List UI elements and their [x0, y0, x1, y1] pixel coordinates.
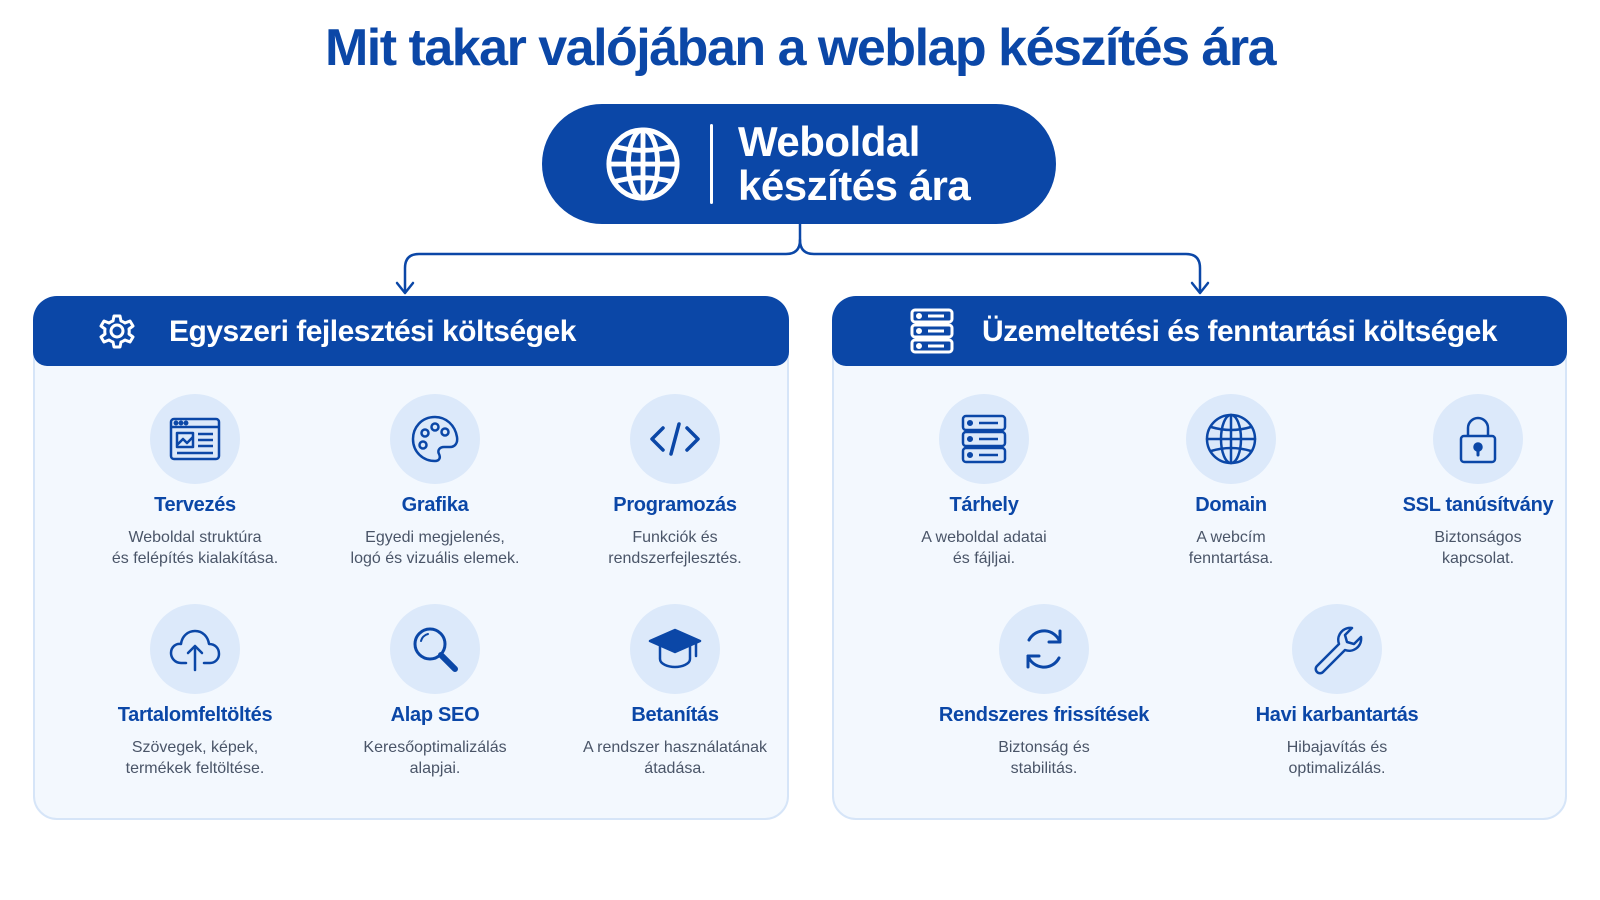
item-title: Havi karbantartás: [1255, 704, 1419, 726]
item-desc-line2: optimalizálás.: [1288, 760, 1386, 777]
item-tervezes: [85, 394, 305, 569]
icon-badge: [150, 604, 240, 694]
item-alap-seo: [325, 604, 545, 779]
item-title: Domain: [1195, 494, 1267, 516]
item-title: Rendszeres frissítések: [938, 704, 1150, 726]
item-desc-line1: Biztonságos: [1434, 529, 1522, 546]
item-description: [565, 527, 785, 569]
item-description: [1121, 527, 1341, 569]
item-description: [1207, 737, 1467, 779]
server-icon: [908, 307, 956, 355]
operating-costs-header: [832, 296, 1567, 366]
item-desc-line1: A rendszer használatának: [582, 739, 768, 756]
icon-badge: [939, 394, 1029, 484]
item-desc-line1: A weboldal adatai: [921, 529, 1047, 546]
item-desc-line1: Biztonság és: [998, 739, 1090, 756]
item-description: [325, 527, 545, 569]
page-title: Mit takar valójában a weblap készítés ára: [324, 19, 1276, 77]
item-desc-line2: és fájljai.: [952, 550, 1016, 567]
item-desc-line2: átadása.: [644, 760, 706, 777]
hero-title-line2: készítés ára: [738, 162, 971, 209]
server-icon: [955, 410, 1013, 468]
code-icon: [646, 410, 704, 468]
icon-badge: [999, 604, 1089, 694]
icon-badge: [630, 604, 720, 694]
layout-icon: [166, 410, 224, 468]
item-title: Tartalomfeltöltés: [117, 704, 273, 726]
one-time-costs-heading: Egyszeri fejlesztési költségek: [169, 315, 576, 348]
item-title: Programozás: [613, 494, 737, 516]
item-desc-line2: és felépítés kialakítása.: [111, 550, 279, 567]
item-desc-line1: A webcím: [1196, 529, 1266, 546]
icon-badge: [1186, 394, 1276, 484]
item-desc-line2: kapcsolat.: [1441, 550, 1515, 567]
item-desc-line1: Keresőoptimalizálás: [363, 739, 507, 756]
icon-badge: [390, 604, 480, 694]
globe-icon: [1202, 410, 1260, 468]
item-desc-line2: stabilitás.: [1010, 760, 1078, 777]
hero-divider: [710, 124, 713, 204]
item-havi-karbantartas: [1207, 604, 1467, 779]
item-description: [914, 737, 1174, 779]
magnifier-icon: [406, 620, 464, 678]
hero-pill: [542, 104, 1056, 224]
item-title: Tervezés: [154, 494, 236, 516]
icon-badge: [1433, 394, 1523, 484]
one-time-costs-header: [33, 296, 789, 366]
operating-costs-heading: Üzemeltetési és fenntartási költségek: [982, 315, 1498, 348]
hero-title-line1: Weboldal: [738, 118, 920, 165]
operating-costs-panel: [832, 296, 1567, 820]
icon-badge: [1292, 604, 1382, 694]
cloud-upload-icon: [166, 620, 224, 678]
item-tartalomfeltoltes: [85, 604, 305, 779]
globe-icon: [604, 125, 682, 203]
gear-icon: [93, 307, 141, 355]
item-grafika: [325, 394, 545, 569]
item-desc-line2: rendszerfejlesztés.: [608, 550, 742, 567]
item-description: [1368, 527, 1588, 569]
icon-badge: [150, 394, 240, 484]
item-title: Grafika: [401, 494, 469, 516]
item-description: [85, 527, 305, 569]
item-desc-line2: termékek feltöltése.: [125, 760, 265, 777]
item-description: [874, 527, 1094, 569]
item-desc-line2: fenntartása.: [1188, 550, 1274, 567]
item-title: SSL tanúsítvány: [1402, 494, 1554, 516]
lock-icon: [1449, 410, 1507, 468]
item-description: [85, 737, 305, 779]
item-betanitas: [565, 604, 785, 779]
item-desc-line2: alapjai.: [409, 760, 461, 777]
item-ssl: [1368, 394, 1588, 569]
icon-badge: [390, 394, 480, 484]
item-title: Alap SEO: [390, 704, 480, 726]
one-time-costs-panel: [33, 296, 789, 820]
item-desc-line1: Szövegek, képek,: [131, 739, 259, 756]
item-desc-line1: Hibajavítás és: [1286, 739, 1388, 756]
wrench-icon: [1308, 620, 1366, 678]
item-description: [325, 737, 545, 779]
item-desc-line2: logó és vizuális elemek.: [350, 550, 520, 567]
item-desc-line1: Funkciók és: [632, 529, 718, 546]
item-programozas: [565, 394, 785, 569]
graduation-cap-icon: [646, 620, 704, 678]
icon-badge: [630, 394, 720, 484]
item-rendszeres-frissitesek: [914, 604, 1174, 779]
refresh-icon: [1015, 620, 1073, 678]
palette-icon: [406, 410, 464, 468]
hero-title: [738, 120, 1038, 208]
item-title: Betanítás: [631, 704, 719, 726]
item-description: [565, 737, 785, 779]
item-domain: [1121, 394, 1341, 569]
item-desc-line1: Egyedi megjelenés,: [365, 529, 505, 546]
item-tarhely: [874, 394, 1094, 569]
item-title: Tárhely: [949, 494, 1019, 516]
item-desc-line1: Weboldal struktúra: [128, 529, 262, 546]
